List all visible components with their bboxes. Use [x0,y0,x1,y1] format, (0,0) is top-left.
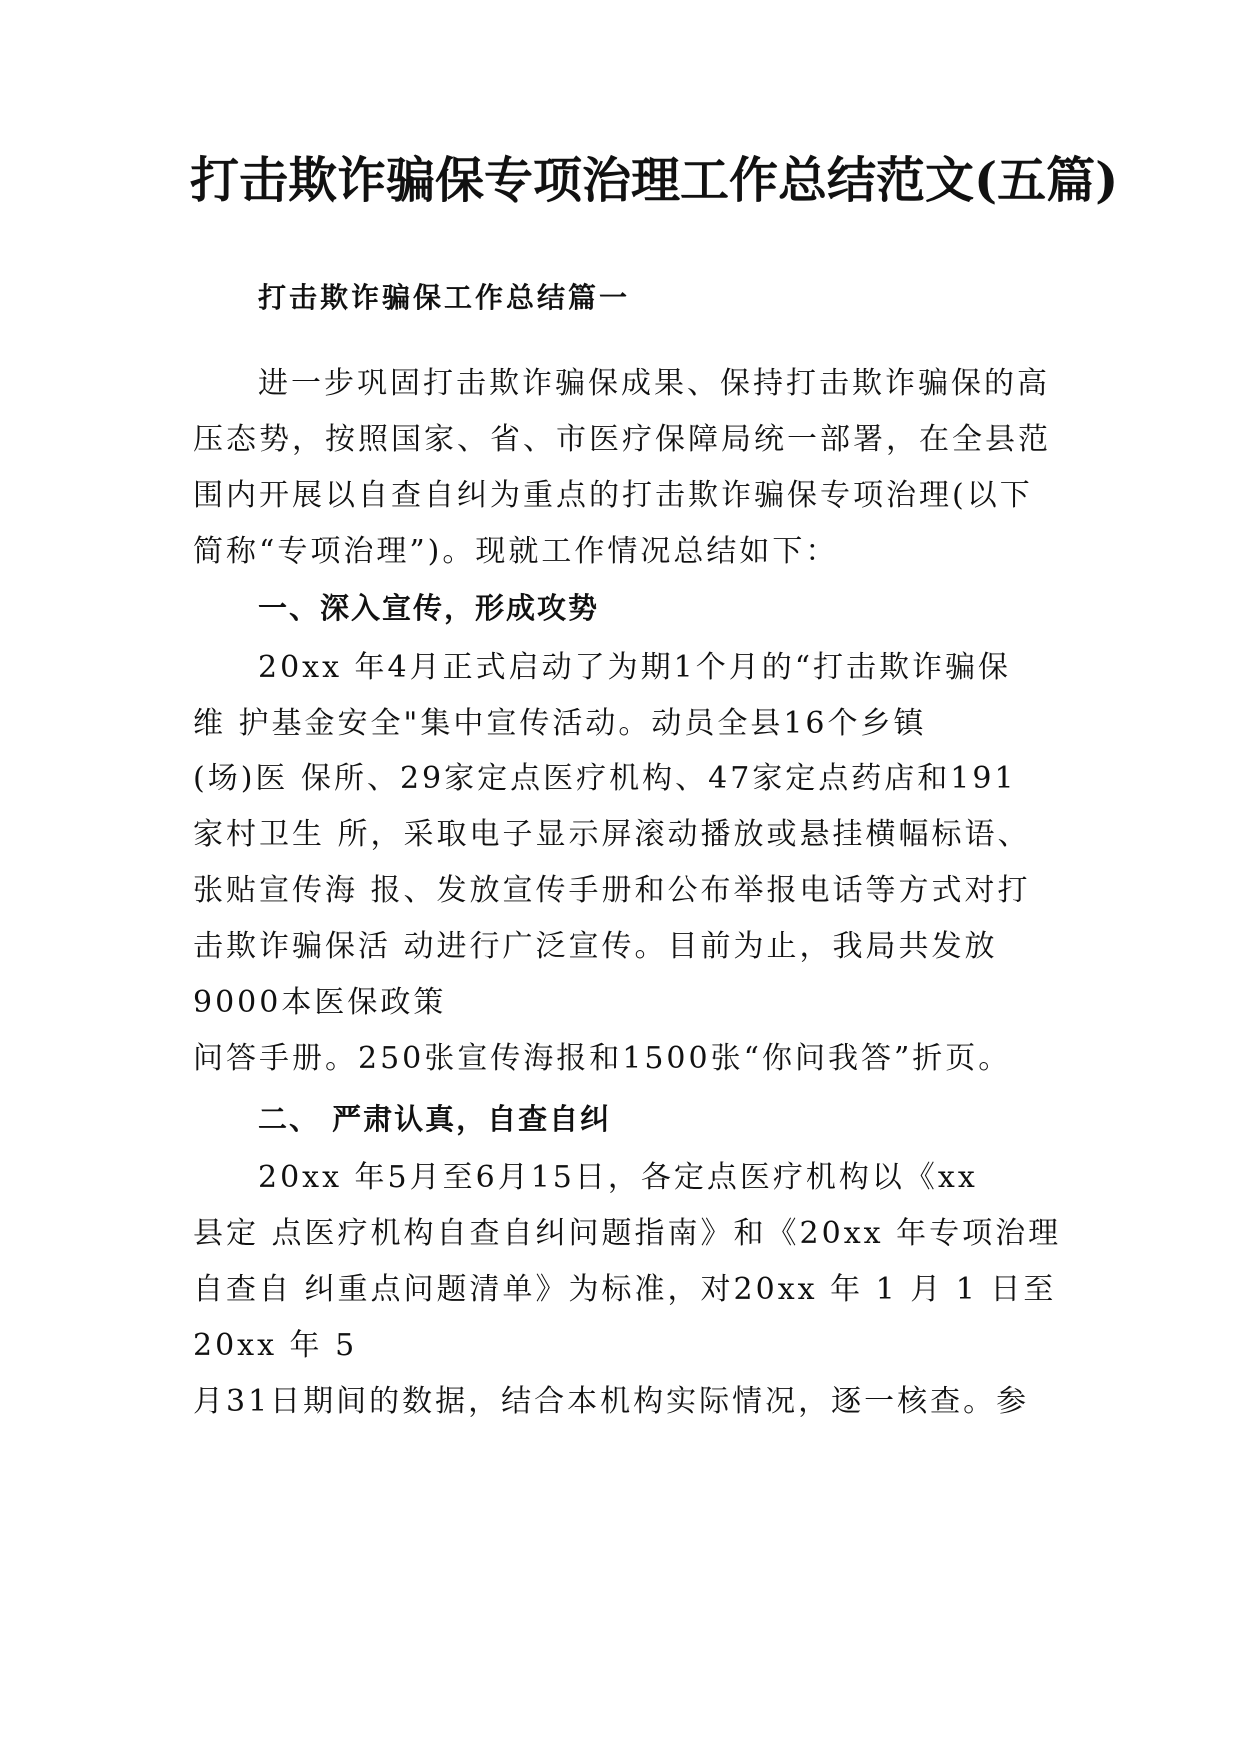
document-subtitle: 打击欺诈骗保工作总结篇一 [258,281,631,314]
paragraph-line: 维 护基金安全"集中宣传活动。动员全县16个乡镇 [193,706,927,741]
paragraph-line: 20xx 年 5 [193,1328,358,1363]
paragraph-line: 家村卫生 所，采取电子显示屏滚动播放或悬挂横幅标语、 [193,817,1031,852]
section-heading: 一、深入宣传，形成攻势 [258,591,600,625]
paragraph-line: 自查自 纠重点问题清单》为标准，对20xx 年 1 月 1 日至 [193,1272,1057,1307]
paragraph-line: 击欺诈骗保活 动进行广泛宣传。目前为止，我局共发放 [193,929,998,964]
document-title: 打击欺诈骗保专项治理工作总结范文(五篇) [190,151,1119,209]
paragraph-line: 简称“专项治理”)。现就工作情况总结如下： [193,534,839,569]
paragraph-line: 20xx 年4月正式启动了为期1个月的“打击欺诈骗保 [258,650,1012,685]
section-heading: 二、 严肃认真，自查自纠 [258,1102,612,1136]
paragraph-line: 张贴宣传海 报、发放宣传手册和公布举报电话等方式对打 [193,873,1031,908]
paragraph-line: (场)医 保所、29家定点医疗机构、47家定点药店和191 [193,761,1017,796]
paragraph-line: 20xx 年5月至6月15日，各定点医疗机构以《xx [258,1160,978,1195]
paragraph-line: 围内开展以自查自纠为重点的打击欺诈骗保专项治理(以下 [193,478,1033,513]
paragraph-line: 问答手册。250张宣传海报和1500张“你问我答”折页。 [193,1041,1012,1076]
paragraph-line: 9000本医保政策 [193,985,447,1020]
paragraph-line: 进一步巩固打击欺诈骗保成果、保持打击欺诈骗保的高 [258,366,1050,401]
paragraph-line: 压态势，按照国家、省、市医疗保障局统一部署，在全县范 [193,422,1051,457]
paragraph-line: 月31日期间的数据，结合本机构实际情况，逐一核查。参 [193,1384,1030,1419]
paragraph-line: 县定 点医疗机构自查自纠问题指南》和《20xx 年专项治理 [193,1216,1062,1251]
